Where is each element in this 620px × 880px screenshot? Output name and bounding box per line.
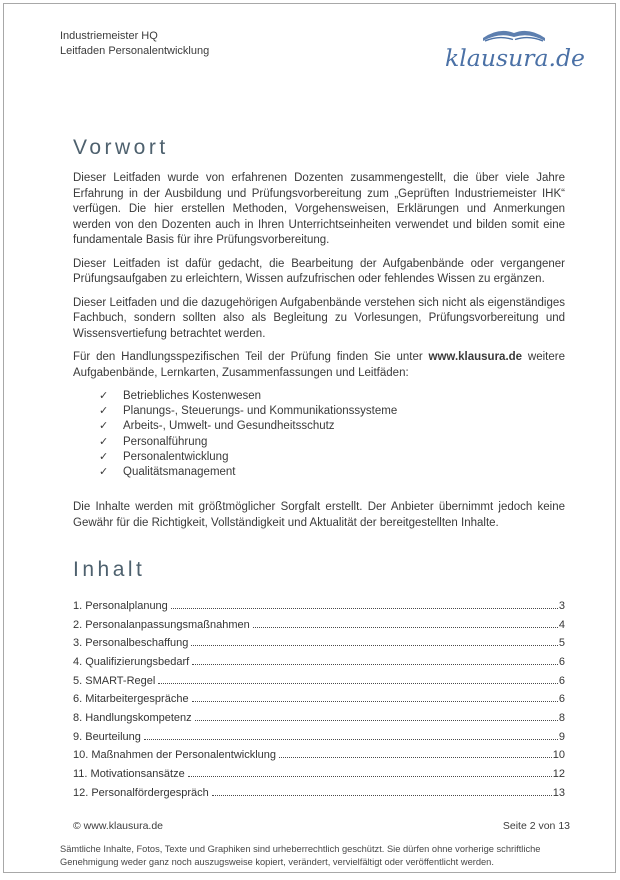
list-item-label: Personalführung [123, 435, 208, 448]
dotted-leader [195, 720, 558, 721]
toc-entry-page: 10 [552, 749, 565, 762]
toc-entry-page: 5 [558, 637, 565, 650]
toc-entry [73, 705, 565, 724]
inhalt-title: Inhalt [73, 558, 146, 582]
list-item-label: Arbeits-, Umwelt- und Gesundheitsschutz [123, 420, 335, 433]
dotted-leader [144, 739, 558, 740]
document-page [3, 3, 616, 873]
list-item-label: Planungs-, Steuerungs- und Kommunikationssysteme [123, 405, 398, 418]
toc-entry-label: 11. Motivationsansätze [73, 768, 185, 781]
toc-entry-label: 5. SMART-Regel [73, 674, 156, 687]
dotted-leader [192, 664, 558, 665]
table-of-contents [73, 593, 565, 799]
checkmark-icon: ✓ [99, 390, 109, 402]
dotted-leader [188, 776, 552, 777]
checkmark-icon: ✓ [99, 450, 109, 463]
table-of-contents-section [73, 558, 565, 799]
link-paragraph-before: Für den Handlungsspezifischen Teil der Prüfung finden Sie unter [73, 351, 429, 363]
list-item-label: Qualitätsmanagement [123, 466, 236, 479]
toc-entry-label: 3. Personalbeschaffung [73, 637, 189, 650]
dotted-leader [171, 608, 558, 609]
list-item-label: Betriebliches Kostenwesen [123, 390, 262, 402]
toc-entry-page: 3 [558, 599, 565, 612]
footer-page-indicator: Seite 2 von 13 [502, 820, 570, 832]
vorwort-title: Vorwort [73, 136, 169, 159]
toc-entry-page: 6 [558, 655, 565, 668]
toc-entry [73, 649, 565, 668]
topics-checklist [99, 389, 565, 480]
toc-entry [73, 593, 565, 612]
toc-entry [73, 631, 565, 650]
toc-entry [73, 780, 565, 799]
vorwort-paragraph-2: Dieser Leitfaden ist dafür gedacht, die Bearbeitung der Aufgabenbände oder vergangener Prüfungsaufgaben zu erleichtern, Wissen aufzufrischen oder fehlendes Wissen zu ergänzen. [73, 257, 565, 285]
list-item [99, 404, 565, 419]
logo-wordmark: klausura.de [445, 46, 585, 72]
toc-entry [73, 761, 565, 780]
toc-entry-label: 12. Personalfördergespräch [73, 786, 209, 799]
disclaimer-paragraph: Die Inhalte werden mit größtmöglicher Sorgfalt erstellt. Der Anbieter übernimmt jedoch keine Gewähr für die Richtigkeit, Vollständigkeit und Aktualität der bereitgestellten Inhalte. [73, 501, 565, 529]
klausura-logo [441, 24, 591, 74]
vorwort-paragraph-4 [73, 350, 565, 381]
list-item [99, 435, 565, 450]
checkmark-icon: ✓ [99, 420, 109, 433]
toc-entry-page: 6 [558, 674, 565, 687]
list-item [99, 465, 565, 480]
toc-entry-page: 13 [552, 786, 565, 799]
toc-entry [73, 612, 565, 631]
toc-entry-label: 10. Maßnahmen der Personalentwicklung [73, 749, 277, 762]
toc-entry-label: 8. Handlungskompetenz [73, 712, 192, 725]
checkmark-icon: ✓ [99, 435, 109, 448]
toc-entry-label: 4. Qualifizierungsbedarf [73, 655, 190, 668]
list-item [99, 389, 565, 404]
header-line-1: Industriemeister HQ [60, 30, 158, 42]
dotted-leader [212, 795, 552, 796]
list-item-label: Personalentwicklung [123, 450, 229, 463]
toc-entry-page: 9 [558, 730, 565, 743]
footer-copyright: © www.klausura.de [73, 820, 164, 832]
toc-entry-page: 4 [558, 618, 565, 631]
link-paragraph-after: weitere Aufgabenbände, Lernkarten, Zusammenfassungen und Leitfäden: [73, 351, 565, 379]
toc-entry-label: 6. Mitarbeitergespräche [73, 693, 189, 706]
toc-entry [73, 687, 565, 706]
dotted-leader [158, 683, 558, 684]
klausura-url-text: www.klausura.de [428, 351, 523, 363]
checkmark-icon: ✓ [99, 405, 109, 418]
page-footer [73, 820, 570, 832]
toc-entry [73, 668, 565, 687]
copyright-disclaimer: Sämtliche Inhalte, Fotos, Texte und Graphiken sind urheberrechtlich geschützt. Sie dürfen ohne vorherige schriftliche Genehmigung weder ganz noch auszugsweise kopiert, verändert, vervielfältigt oder veröffentlicht werden. [60, 844, 541, 867]
dotted-leader [191, 645, 557, 646]
vorwort-paragraph-1: Dieser Leitfaden wurde von erfahrenen Dozenten zusammengestellt, die über viele Jahre Erfahrung in der Ausbildung und Prüfungsvorbereitung zum „Geprüften Industriemeister IHK“ verfügen. Die hier erstellen Methoden, Vorgehensweisen, Erklärungen und Anmerkungen werden von den Dozenten auch in Ihren Unterrichtseinheiten verwendet und bilden somit eine fundamentale Basis für ihre Prüfungsvorbereitung. [73, 172, 565, 246]
open-book-icon [483, 31, 545, 41]
toc-entry-label: 2. Personalanpassungsmaßnahmen [73, 618, 250, 631]
toc-entry [73, 743, 565, 762]
toc-entry-page: 8 [558, 712, 565, 725]
list-item [99, 450, 565, 465]
toc-entry-page: 6 [558, 693, 565, 706]
list-item [99, 419, 565, 434]
toc-entry [73, 724, 565, 743]
checkmark-icon: ✓ [99, 466, 109, 479]
dotted-leader [279, 757, 552, 758]
header-line-2: Leitfaden Personalentwicklung [60, 45, 210, 57]
page-content [73, 136, 565, 799]
toc-entry-page: 12 [552, 768, 565, 781]
vorwort-paragraph-3: Dieser Leitfaden und die dazugehörigen Aufgabenbände verstehen sich nicht als eigenständiges Fachbuch, sondern sollten also als Begleitung zu Vorlesungen, Prüfungsvorbereitung und Wissensvertiefung betrachtet werden. [73, 296, 565, 340]
dotted-leader [192, 701, 558, 702]
toc-entry-label: 9. Beurteilung [73, 730, 141, 743]
dotted-leader [253, 627, 558, 628]
toc-entry-label: 1. Personalplanung [73, 599, 168, 612]
document-header [60, 29, 209, 59]
